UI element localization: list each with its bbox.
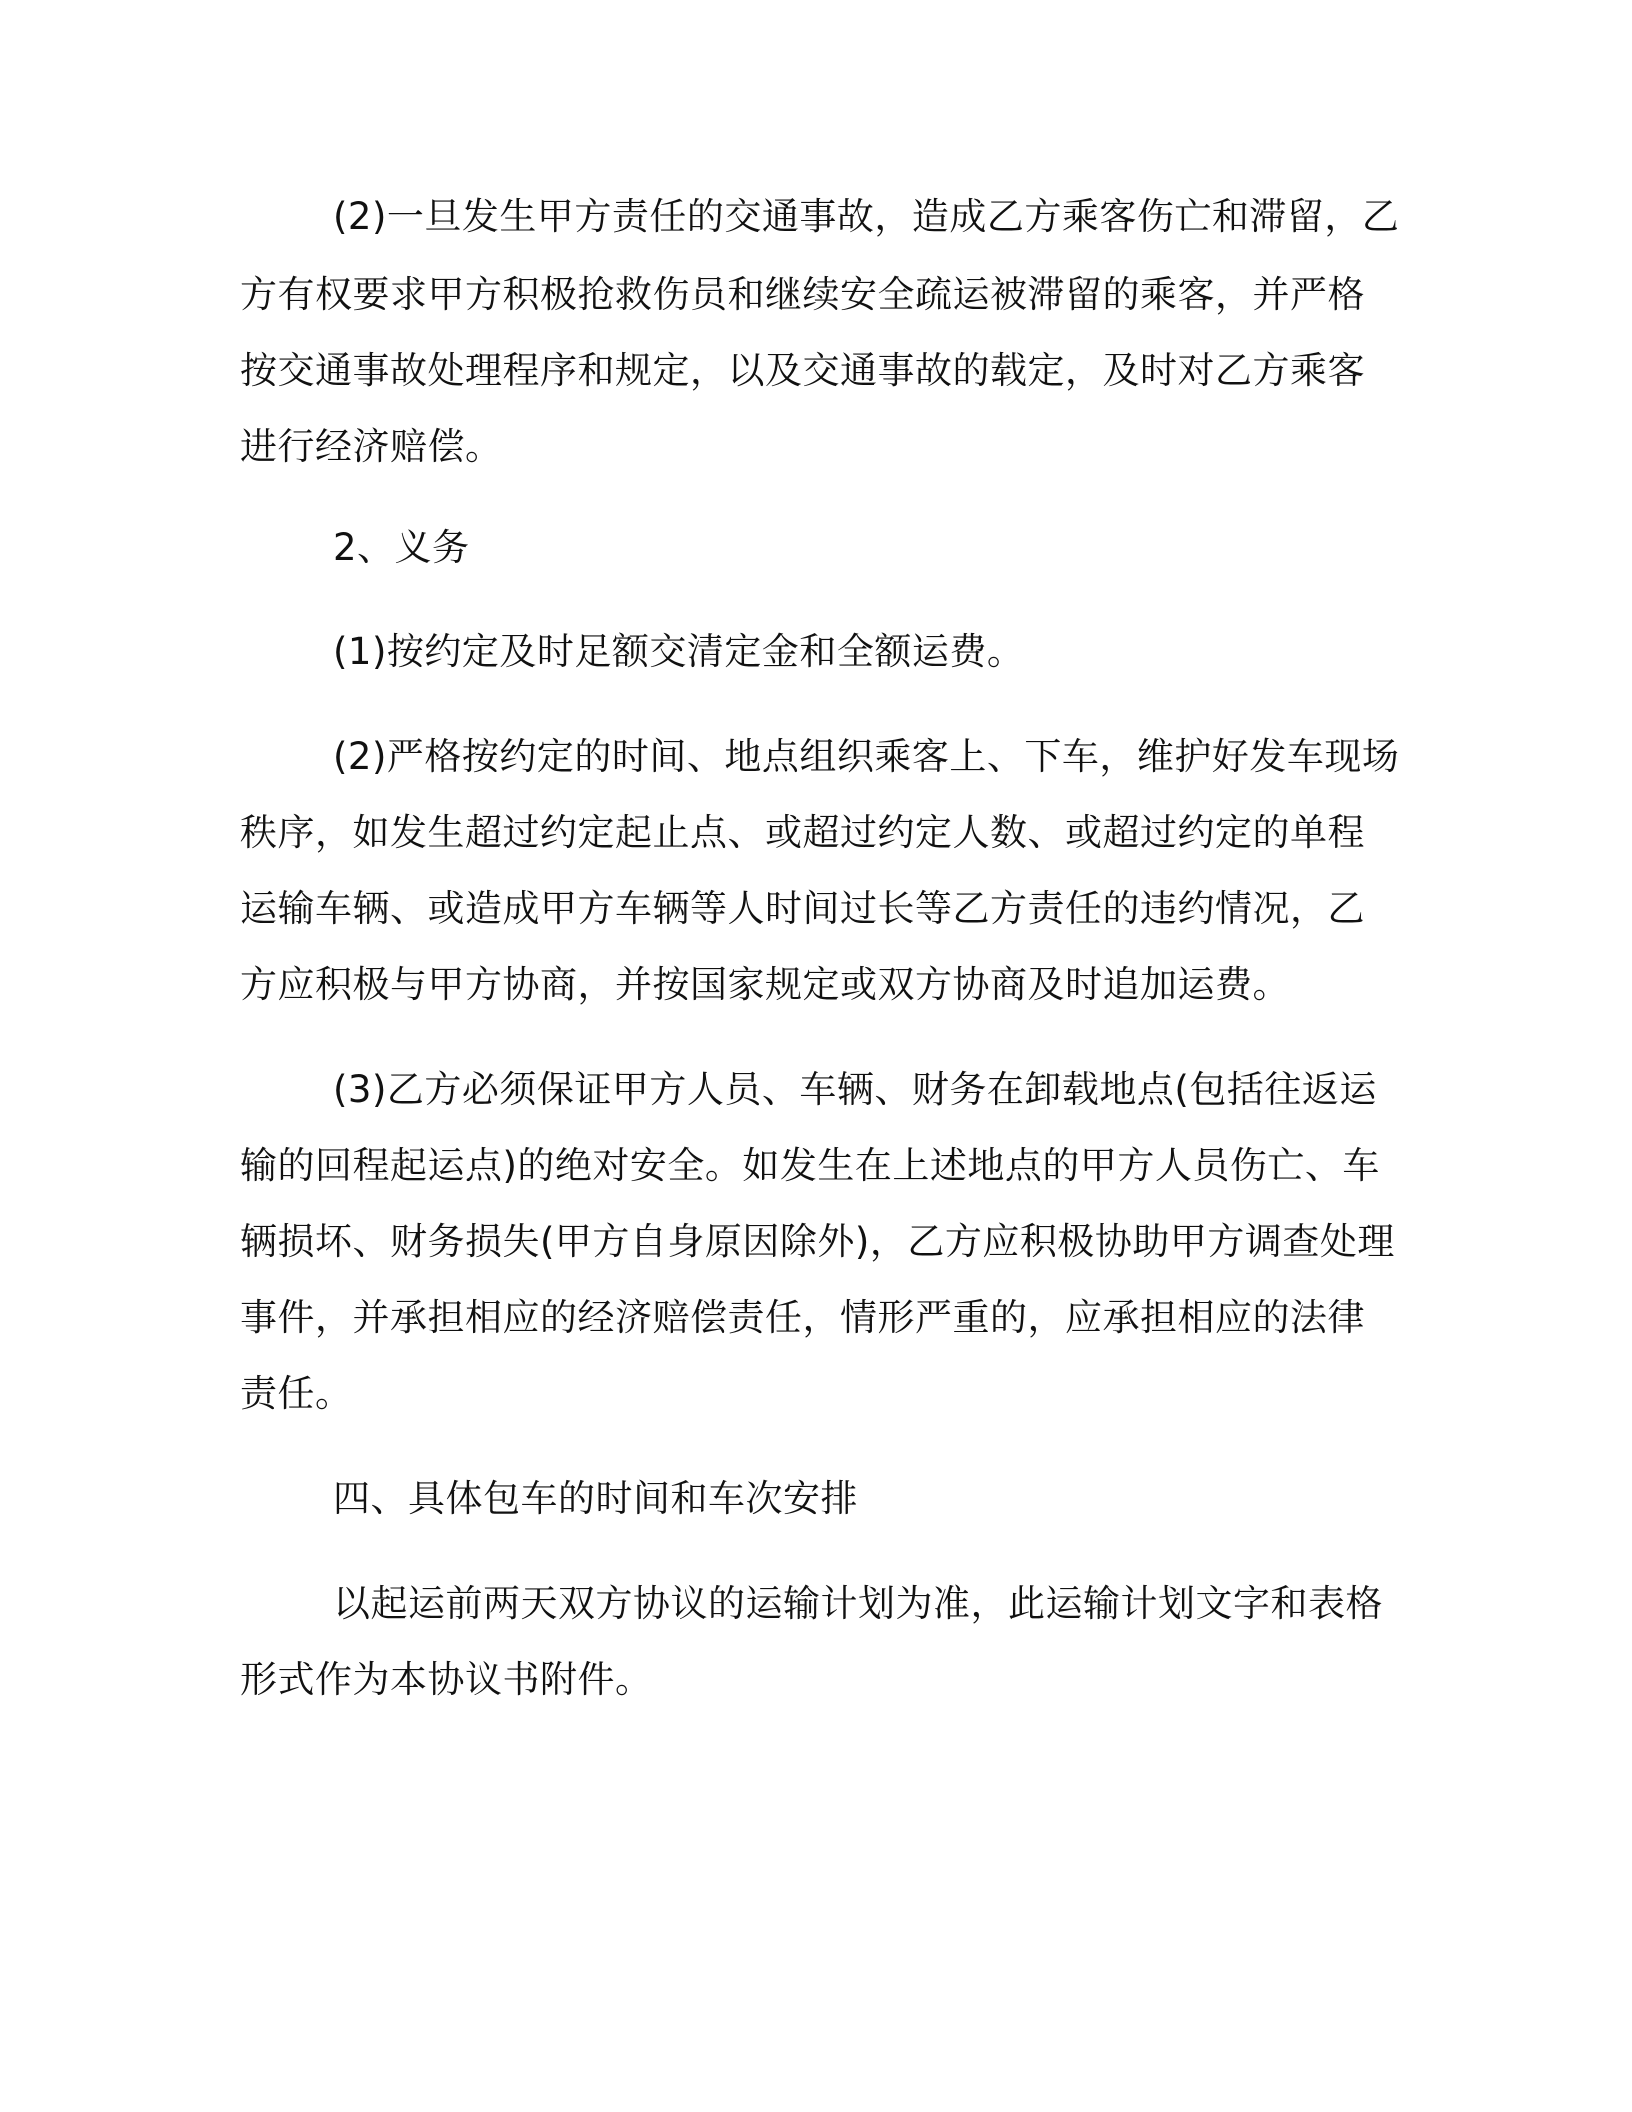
text-line: 责任。: [240, 1372, 353, 1415]
text-line: 以起运前两天双方协议的运输计划为准，此运输计划文字和表格: [333, 1582, 1383, 1625]
text-line: 事件，并承担相应的经济赔偿责任，情形严重的，应承担相应的法律: [240, 1296, 1365, 1339]
text-line: 方有权要求甲方积极抢救伤员和继续安全疏运被滞留的乘客，并严格: [240, 273, 1365, 316]
section-heading-obligations: 2、义务: [333, 526, 470, 569]
paragraph-obligation-1: (1)按约定及时足额交清定金和全额运费。: [333, 630, 1025, 673]
text-line: 秩序，如发生超过约定起止点、或超过约定人数、或超过约定的单程: [240, 811, 1365, 854]
text-line: 辆损坏、财务损失(甲方自身原因除外)，乙方应积极协助甲方调查处理: [240, 1220, 1395, 1263]
text-line: 按交通事故处理程序和规定，以及交通事故的载定，及时对乙方乘客: [240, 349, 1365, 392]
text-line: 运输车辆、或造成甲方车辆等人时间过长等乙方责任的违约情况，乙: [240, 887, 1365, 930]
text-line: 输的回程起运点)的绝对安全。如发生在上述地点的甲方人员伤亡、车: [240, 1144, 1380, 1187]
text-line: 方应积极与甲方协商，并按国家规定或双方协商及时追加运费。: [240, 963, 1290, 1006]
text-line: 形式作为本协议书附件。: [240, 1658, 653, 1701]
text-line: 进行经济赔偿。: [240, 425, 503, 468]
section-heading-schedule: 四、具体包车的时间和车次安排: [333, 1477, 858, 1520]
text-line: (3)乙方必须保证甲方人员、车辆、财务在卸载地点(包括往返运: [333, 1068, 1377, 1111]
text-line: (2)严格按约定的时间、地点组织乘客上、下车，维护好发车现场: [333, 735, 1400, 778]
text-line: (2)一旦发生甲方责任的交通事故，造成乙方乘客伤亡和滞留，乙: [333, 195, 1400, 238]
